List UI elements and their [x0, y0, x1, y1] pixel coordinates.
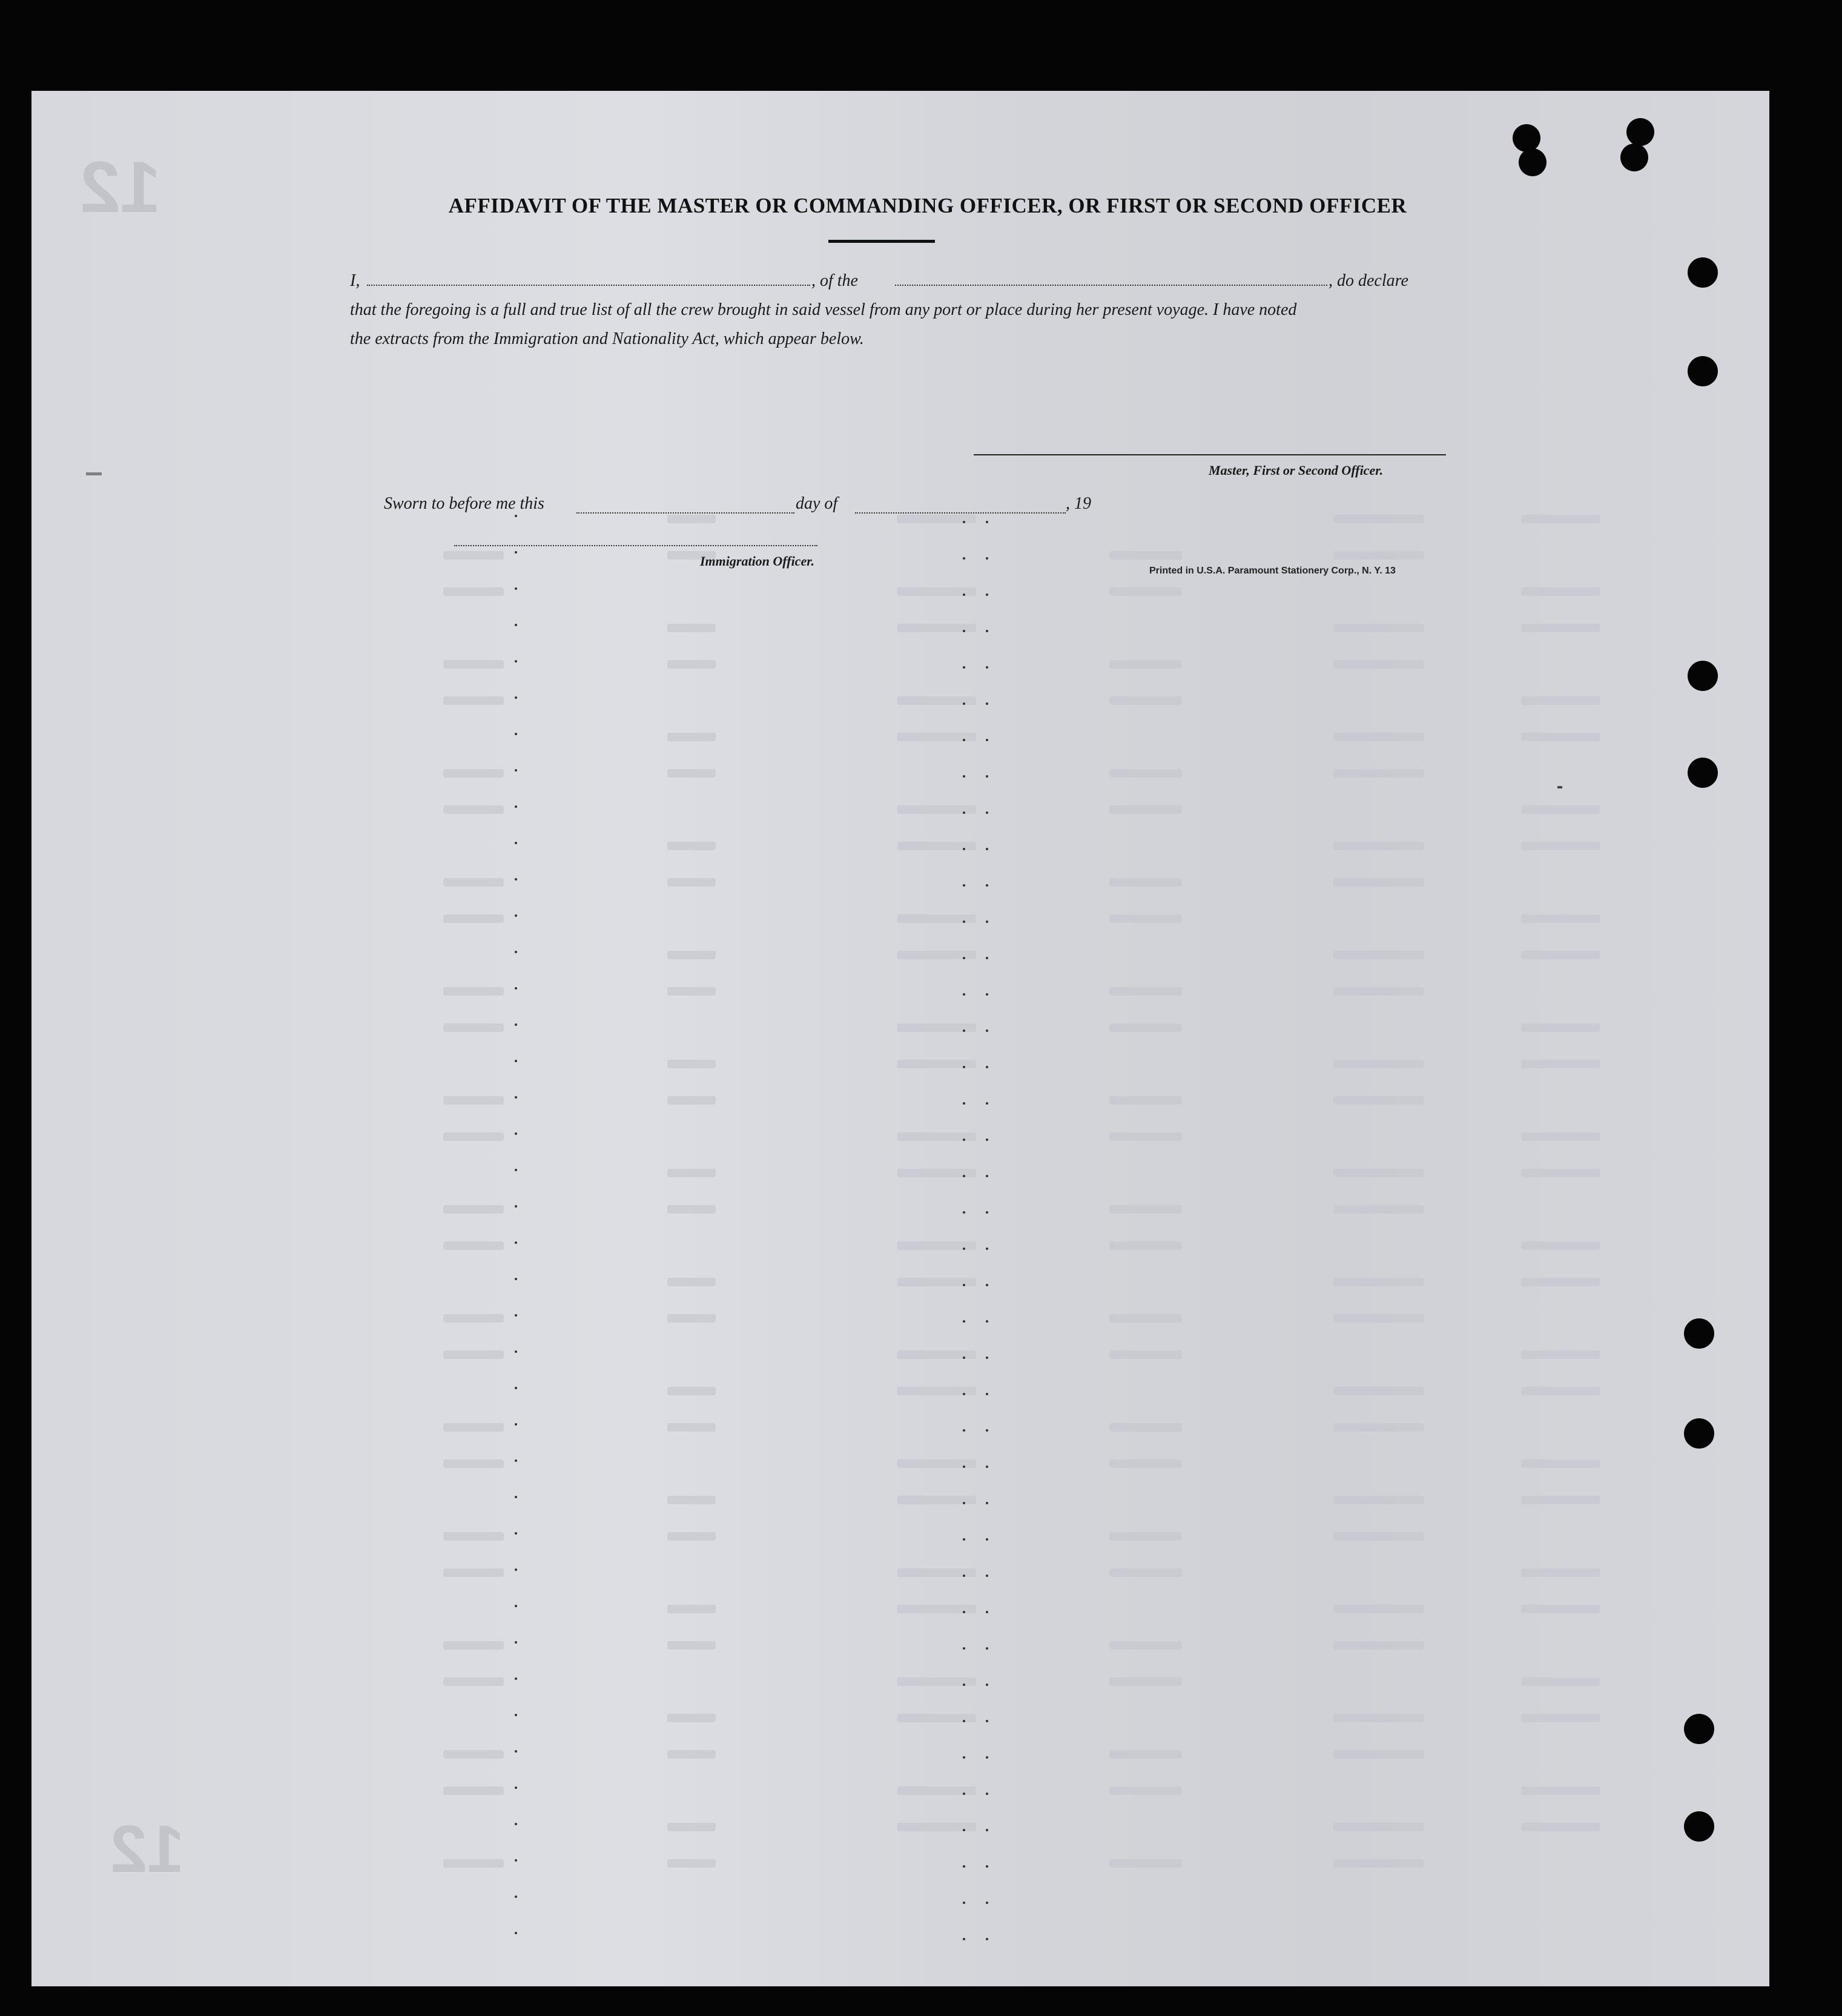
- bleed-through-smudge: [1521, 914, 1600, 923]
- bleed-through-smudge: [667, 1823, 716, 1831]
- vessel-name-field[interactable]: [895, 285, 1327, 286]
- binder-hole: [1688, 356, 1718, 386]
- bleed-through-smudge: [1333, 1060, 1424, 1068]
- bleed-through-smudge: [1521, 1568, 1600, 1577]
- dotted-rule-dot: [963, 1720, 965, 1722]
- dotted-rule-dot: [986, 1393, 988, 1395]
- dotted-rule-dot: [515, 1314, 517, 1317]
- dotted-rule-dot: [986, 557, 988, 560]
- dotted-rule-dot: [986, 593, 988, 596]
- bleed-through-smudge: [1521, 1677, 1600, 1686]
- dotted-rule-dot: [515, 842, 517, 844]
- dotted-rule-dot: [986, 957, 988, 959]
- dotted-rule-dot: [963, 1320, 965, 1323]
- binder-hole: [1684, 1811, 1714, 1842]
- dotted-rule-dot: [515, 1423, 517, 1426]
- bleed-through-smudge: [1521, 1169, 1600, 1177]
- affidavit-title: AFFIDAVIT OF THE MASTER OR COMMANDING OFFICER, OR FIRST OR SECOND OFFICER: [448, 194, 1407, 217]
- bleed-through-smudge: [667, 987, 716, 996]
- dotted-rule-dot: [515, 1060, 517, 1062]
- dotted-rule-dot: [515, 1169, 517, 1171]
- dotted-column-rule-middle-a: [963, 515, 966, 1968]
- bleed-through-smudge: [1333, 551, 1424, 560]
- dotted-rule-dot: [963, 1066, 965, 1068]
- dotted-rule-dot: [986, 1466, 988, 1468]
- bleed-through-smudge: [1109, 914, 1182, 923]
- bleed-through-smudge: [443, 1677, 504, 1686]
- dotted-rule-dot: [986, 993, 988, 996]
- master-name-field[interactable]: [367, 285, 810, 286]
- sworn-day-field[interactable]: [576, 512, 794, 514]
- bleed-through-smudge: [1333, 1750, 1424, 1759]
- bleed-through-page-number-top: 12: [80, 147, 161, 228]
- bleed-through-smudge: [667, 1641, 716, 1650]
- dotted-rule-dot: [963, 920, 965, 923]
- binder-hole: [1684, 1318, 1714, 1349]
- dotted-rule-dot: [963, 811, 965, 814]
- binder-hole: [1688, 661, 1718, 691]
- dotted-rule-dot: [515, 551, 517, 554]
- bleed-through-smudge: [1109, 1786, 1182, 1795]
- bleed-through-smudge: [1109, 769, 1182, 778]
- bleed-through-smudge: [1333, 660, 1424, 669]
- declaration-prefix: I,: [350, 271, 360, 290]
- dotted-rule-dot: [515, 1677, 517, 1680]
- bleed-through-smudge: [1333, 1278, 1424, 1286]
- bleed-through-smudge: [667, 1750, 716, 1759]
- dotted-rule-dot: [963, 1248, 965, 1250]
- bleed-through-smudge: [1521, 1496, 1600, 1504]
- bleed-through-smudge: [1521, 1459, 1600, 1468]
- dotted-rule-dot: [963, 848, 965, 850]
- dotted-rule-dot: [515, 624, 517, 626]
- dotted-rule-dot: [515, 1895, 517, 1898]
- document-sheet: [31, 91, 1769, 1986]
- dotted-rule-dot: [963, 630, 965, 632]
- bleed-through-smudge: [1109, 1750, 1182, 1759]
- bleed-through-smudge: [667, 1387, 716, 1395]
- bleed-through-smudge: [1521, 696, 1600, 705]
- dotted-rule-dot: [515, 1823, 517, 1825]
- bleed-through-smudge: [443, 660, 504, 669]
- bleed-through-smudge: [1333, 1714, 1424, 1722]
- title-underline: [828, 240, 935, 243]
- bleed-through-smudge: [1333, 987, 1424, 996]
- bleed-through-smudge: [667, 878, 716, 887]
- bleed-through-smudge: [1333, 769, 1424, 778]
- dotted-rule-dot: [963, 1575, 965, 1577]
- dotted-rule-dot: [963, 1466, 965, 1468]
- dotted-rule-dot: [986, 1538, 988, 1541]
- dotted-rule-dot: [515, 1241, 517, 1244]
- bleed-through-smudge: [443, 551, 504, 560]
- dotted-rule-dot: [986, 1429, 988, 1432]
- declaration-do-declare: , do declare: [1329, 271, 1408, 290]
- bleed-through-smudge: [1333, 951, 1424, 959]
- dotted-rule-dot: [963, 666, 965, 669]
- dotted-rule-dot: [986, 1720, 988, 1722]
- binder-hole-pair: [1513, 124, 1550, 179]
- bleed-through-smudge: [1333, 1169, 1424, 1177]
- dotted-rule-dot: [515, 1132, 517, 1135]
- bleed-through-smudge: [667, 1714, 716, 1722]
- bleed-through-smudge: [1109, 1096, 1182, 1105]
- dotted-rule-dot: [986, 848, 988, 850]
- dotted-rule-dot: [515, 1496, 517, 1498]
- dotted-rule-dot: [963, 957, 965, 959]
- dotted-rule-dot: [986, 775, 988, 778]
- dotted-rule-dot: [515, 1350, 517, 1353]
- dotted-rule-dot: [986, 1647, 988, 1650]
- dotted-rule-dot: [515, 1786, 517, 1789]
- bleed-through-smudge: [1521, 1387, 1600, 1395]
- dotted-rule-dot: [515, 1459, 517, 1462]
- bleed-through-smudge: [1333, 1823, 1424, 1831]
- bleed-through-smudge: [1109, 1205, 1182, 1214]
- bleed-through-smudge: [443, 696, 504, 705]
- bleed-through-smudge: [1521, 733, 1600, 741]
- dotted-rule-dot: [986, 1284, 988, 1286]
- dotted-rule-dot: [515, 1278, 517, 1280]
- dotted-rule-dot: [986, 1793, 988, 1795]
- bleed-through-smudge: [667, 1859, 716, 1868]
- dotted-rule-dot: [515, 660, 517, 663]
- bleed-through-smudge: [667, 624, 716, 632]
- dotted-rule-dot: [963, 1502, 965, 1504]
- bleed-through-smudge: [1521, 1350, 1600, 1359]
- immigration-officer-caption: Immigration Officer.: [700, 554, 815, 569]
- bleed-through-smudge: [1109, 1241, 1182, 1250]
- dotted-rule-dot: [963, 1102, 965, 1105]
- dotted-rule-dot: [986, 739, 988, 741]
- bleed-through-smudge: [667, 1205, 716, 1214]
- dotted-rule-dot: [986, 811, 988, 814]
- dotted-rule-dot: [986, 1938, 988, 1940]
- bleed-through-smudge: [1521, 951, 1600, 959]
- bleed-through-smudge: [1333, 878, 1424, 887]
- bleed-through-smudge: [1109, 587, 1182, 596]
- dotted-rule-dot: [515, 696, 517, 699]
- dotted-rule-dot: [986, 1248, 988, 1250]
- sworn-prefix: Sworn to before me this: [384, 494, 544, 513]
- bleed-through-smudge: [443, 878, 504, 887]
- bleed-through-smudge: [1333, 1387, 1424, 1395]
- dotted-rule-dot: [963, 1139, 965, 1141]
- dotted-rule-dot: [963, 702, 965, 705]
- bleed-through-smudge: [1333, 515, 1424, 523]
- dotted-rule-dot: [515, 1750, 517, 1753]
- bleed-through-smudge: [1333, 1096, 1424, 1105]
- bleed-through-smudge: [1109, 1568, 1182, 1577]
- bleed-through-smudge: [1333, 1532, 1424, 1541]
- dotted-rule-dot: [986, 884, 988, 887]
- declaration-block: [350, 266, 1482, 354]
- dotted-rule-dot: [963, 557, 965, 560]
- master-signature-caption: Master, First or Second Officer.: [1209, 463, 1384, 478]
- stray-mark: [1557, 786, 1562, 788]
- bleed-through-smudge: [1109, 987, 1182, 996]
- dotted-rule-dot: [963, 775, 965, 778]
- dotted-rule-dot: [986, 1829, 988, 1831]
- dotted-rule-dot: [986, 1357, 988, 1359]
- dotted-rule-dot: [515, 769, 517, 772]
- bleed-through-smudge: [1521, 1786, 1600, 1795]
- bleed-through-smudge: [667, 733, 716, 741]
- dotted-rule-dot: [515, 951, 517, 953]
- bleed-through-smudge: [1333, 1314, 1424, 1323]
- dotted-rule-dot: [986, 630, 988, 632]
- binder-hole: [1688, 257, 1718, 288]
- dotted-rule-dot: [515, 1023, 517, 1026]
- bleed-through-smudge: [443, 1096, 504, 1105]
- bleed-through-page-number-bottom: 12: [110, 1812, 185, 1886]
- dotted-rule-dot: [986, 1756, 988, 1759]
- dotted-rule-dot: [963, 1393, 965, 1395]
- dotted-rule-dot: [986, 920, 988, 923]
- bleed-through-smudge: [443, 1641, 504, 1650]
- bleed-through-smudge: [1521, 842, 1600, 850]
- dotted-rule-dot: [515, 1387, 517, 1389]
- dotted-rule-dot: [515, 805, 517, 808]
- dotted-rule-dot: [963, 1647, 965, 1650]
- bleed-through-smudge: [1333, 733, 1424, 741]
- dotted-rule-dot: [963, 1029, 965, 1032]
- dotted-rule-dot: [986, 1865, 988, 1868]
- declaration-line-1: [350, 266, 1482, 296]
- bleed-through-smudge: [443, 1786, 504, 1795]
- stray-mark: [86, 472, 102, 475]
- bleed-through-smudge: [1521, 587, 1600, 596]
- dotted-rule-dot: [515, 733, 517, 735]
- bleed-through-smudge: [443, 1859, 504, 1868]
- bleed-through-smudge: [667, 1278, 716, 1286]
- bleed-through-smudge: [1109, 878, 1182, 887]
- bleed-through-smudge: [1109, 1423, 1182, 1432]
- bleed-through-smudge: [443, 805, 504, 814]
- dotted-rule-dot: [963, 593, 965, 596]
- dotted-rule-dot: [986, 1066, 988, 1068]
- bleed-through-smudge: [1109, 1459, 1182, 1468]
- dotted-rule-dot: [963, 1865, 965, 1868]
- bleed-through-smudge: [1109, 1132, 1182, 1141]
- dotted-rule-dot: [515, 1641, 517, 1644]
- bleed-through-smudge: [443, 987, 504, 996]
- dotted-rule-dot: [515, 1096, 517, 1099]
- dotted-rule-dot: [515, 1205, 517, 1208]
- dotted-column-rule-left: [515, 515, 518, 1968]
- bleed-through-smudge: [667, 842, 716, 850]
- binder-hole: [1684, 1714, 1714, 1744]
- dotted-rule-dot: [963, 1357, 965, 1359]
- bleed-through-smudge: [1109, 696, 1182, 705]
- dotted-rule-dot: [986, 666, 988, 669]
- bleed-through-smudge: [1109, 1859, 1182, 1868]
- bleed-through-smudge: [1521, 624, 1600, 632]
- bleed-through-smudge: [1109, 551, 1182, 560]
- dotted-rule-dot: [986, 1211, 988, 1214]
- bleed-through-smudge: [1521, 1241, 1600, 1250]
- dotted-rule-dot: [963, 1793, 965, 1795]
- dotted-rule-dot: [515, 1568, 517, 1571]
- bleed-through-smudge: [1109, 805, 1182, 814]
- bleed-through-smudge: [443, 1532, 504, 1541]
- dotted-rule-dot: [515, 515, 517, 517]
- bleed-through-smudge: [1333, 1205, 1424, 1214]
- bleed-through-smudge: [1109, 1314, 1182, 1323]
- sworn-month-field[interactable]: [855, 512, 1066, 514]
- bleed-through-smudge: [443, 1241, 504, 1250]
- bleed-through-smudge: [667, 1496, 716, 1504]
- dotted-rule-dot: [963, 1938, 965, 1940]
- dotted-rule-dot: [963, 1829, 965, 1831]
- bleed-through-smudge: [1521, 1060, 1600, 1068]
- dotted-rule-dot: [515, 1932, 517, 1934]
- bleed-through-smudge: [443, 1350, 504, 1359]
- bleed-through-smudge: [667, 1060, 716, 1068]
- binder-hole-pair: [1620, 118, 1658, 173]
- bleed-through-smudge: [1109, 1641, 1182, 1650]
- binder-hole: [1688, 758, 1718, 788]
- dotted-rule-dot: [515, 878, 517, 881]
- bleed-through-smudge: [443, 587, 504, 596]
- bleed-through-smudge: [1521, 1714, 1600, 1722]
- dotted-rule-dot: [986, 1102, 988, 1105]
- binder-hole: [1684, 1418, 1714, 1449]
- dotted-rule-dot: [515, 1532, 517, 1535]
- dotted-rule-dot: [963, 1902, 965, 1904]
- declaration-line-2: that the foregoing is a full and true list of all the crew brought in said vessel from any port or place during her present voyage. I have noted: [350, 300, 1297, 319]
- bleed-through-smudge: [1109, 1023, 1182, 1032]
- master-signature-line[interactable]: [974, 454, 1446, 455]
- dotted-rule-dot: [986, 1139, 988, 1141]
- bleed-through-smudge: [1109, 660, 1182, 669]
- bleed-through-smudge: [443, 914, 504, 923]
- bleed-through-smudge: [1333, 1859, 1424, 1868]
- dotted-rule-dot: [963, 993, 965, 996]
- dotted-rule-dot: [986, 1502, 988, 1504]
- bleed-through-smudge: [1333, 624, 1424, 632]
- dotted-rule-dot: [986, 521, 988, 523]
- dotted-rule-dot: [963, 1284, 965, 1286]
- dotted-rule-dot: [963, 739, 965, 741]
- dotted-rule-dot: [986, 702, 988, 705]
- bleed-through-smudge: [667, 1314, 716, 1323]
- bleed-through-smudge: [1521, 805, 1600, 814]
- bleed-through-smudge: [1521, 1823, 1600, 1831]
- bleed-through-smudge: [1521, 1132, 1600, 1141]
- bleed-through-smudge: [1109, 1532, 1182, 1541]
- dotted-rule-dot: [515, 914, 517, 917]
- dotted-rule-dot: [963, 884, 965, 887]
- bleed-through-smudge: [667, 1169, 716, 1177]
- bleed-through-smudge: [443, 1750, 504, 1759]
- dotted-rule-dot: [963, 1211, 965, 1214]
- immigration-officer-signature-line[interactable]: [454, 545, 817, 546]
- dotted-rule-dot: [963, 1429, 965, 1432]
- bleed-through-smudge: [667, 1532, 716, 1541]
- dotted-rule-dot: [986, 1575, 988, 1577]
- dotted-rule-dot: [515, 987, 517, 990]
- bleed-through-smudge: [443, 1023, 504, 1032]
- dotted-rule-dot: [986, 1684, 988, 1686]
- dotted-rule-dot: [963, 1538, 965, 1541]
- bleed-through-smudge: [1333, 1423, 1424, 1432]
- printer-note: Printed in U.S.A. Paramount Stationery Corp., N. Y. 13: [1149, 566, 1396, 576]
- dotted-rule-dot: [515, 1605, 517, 1607]
- bleed-through-smudge: [443, 1314, 504, 1323]
- declaration-of-the: , of the: [811, 271, 858, 290]
- bleed-through-smudge: [443, 1568, 504, 1577]
- dotted-rule-dot: [515, 1859, 517, 1862]
- bleed-through-smudge: [1521, 515, 1600, 523]
- bleed-through-smudge: [1109, 1677, 1182, 1686]
- bleed-through-smudge: [1521, 1278, 1600, 1286]
- dotted-column-rule-middle-b: [986, 515, 989, 1968]
- bleed-through-smudge: [443, 769, 504, 778]
- bleed-through-smudge: [667, 951, 716, 959]
- dotted-rule-dot: [515, 587, 517, 590]
- dotted-rule-dot: [963, 1611, 965, 1613]
- bleed-through-smudge: [1333, 1605, 1424, 1613]
- dotted-rule-dot: [986, 1175, 988, 1177]
- dotted-rule-dot: [963, 1175, 965, 1177]
- sworn-year-prefix: , 19: [1066, 494, 1091, 513]
- bleed-through-smudge: [443, 1459, 504, 1468]
- dotted-rule-dot: [963, 1684, 965, 1686]
- bleed-through-smudge: [443, 1423, 504, 1432]
- dotted-rule-dot: [986, 1029, 988, 1032]
- bleed-through-smudge: [1521, 1605, 1600, 1613]
- dotted-rule-dot: [963, 521, 965, 523]
- bleed-through-smudge: [443, 1132, 504, 1141]
- bleed-through-smudge: [667, 1096, 716, 1105]
- dotted-rule-dot: [515, 1714, 517, 1716]
- bleed-through-smudge: [443, 1205, 504, 1214]
- dotted-rule-dot: [963, 1756, 965, 1759]
- bleed-through-smudge: [667, 660, 716, 669]
- dotted-rule-dot: [986, 1611, 988, 1613]
- declaration-line-3: the extracts from the Immigration and Nationality Act, which appear below.: [350, 329, 864, 348]
- bleed-through-smudge: [667, 1605, 716, 1613]
- dotted-rule-dot: [986, 1320, 988, 1323]
- dotted-rule-dot: [986, 1902, 988, 1904]
- bleed-through-smudge: [1109, 1350, 1182, 1359]
- bleed-through-smudge: [1333, 842, 1424, 850]
- bleed-through-smudge: [667, 769, 716, 778]
- bleed-through-smudge: [1333, 1496, 1424, 1504]
- bleed-through-smudge: [1333, 1641, 1424, 1650]
- sworn-day-of: day of: [796, 494, 838, 513]
- bleed-through-smudge: [667, 1423, 716, 1432]
- bleed-through-smudge: [1521, 1023, 1600, 1032]
- bleed-through-smudge: [667, 515, 716, 523]
